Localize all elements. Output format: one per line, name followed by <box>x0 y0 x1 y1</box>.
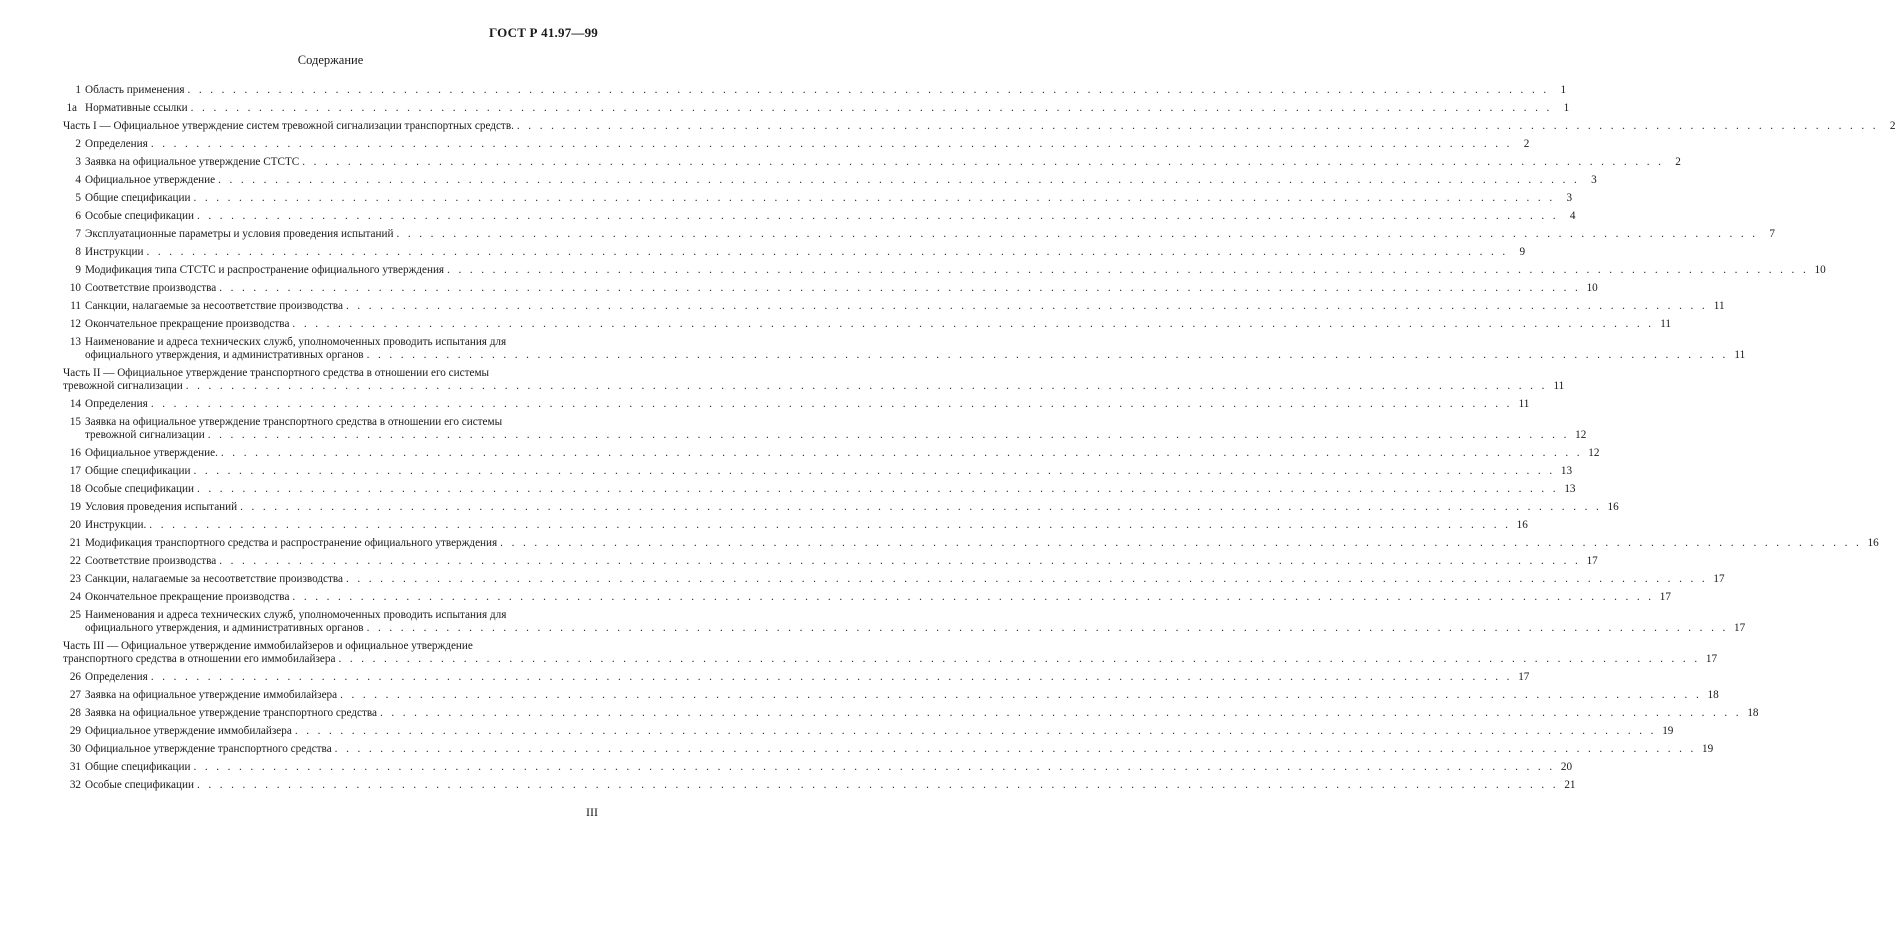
table-of-contents <box>63 84 1895 797</box>
dot-leader: . . . . . . . . . . . . . . . . . . . . . . . . . . . . . . . . . . . . . . . . . . . . . . . . . . . . . . . . . . . . . . . . . . . . . . . . . . . . . . . . . . . . . . . . . . . . . . . . . . . . . . . . . . . . . . . . . . . . . . . . <box>193 465 1556 477</box>
toc-entry-title: официального утверждения, и административных органов <box>85 349 364 361</box>
toc-entry-number: 14 <box>69 398 81 410</box>
toc-entry[interactable] <box>63 228 1775 241</box>
toc-entry[interactable] <box>63 174 1597 187</box>
page-title: Содержание <box>297 53 364 67</box>
dot-leader: . . . . . . . . . . . . . . . . . . . . . . . . . . . . . . . . . . . . . . . . . . . . . . . . . . . . . . . . . . . . . . . . . . . . . . . . . . . . . . . . . . . . . . . . . . . . . . . . . . . . . . . . . . . . . . . . . . . . . . . . <box>366 622 1729 634</box>
toc-entry[interactable] <box>63 210 1576 223</box>
document-code: ГОСТ Р 41.97—99 <box>489 25 598 40</box>
dot-leader: . . . . . . . . . . . . . . . . . . . . . . . . . . . . . . . . . . . . . . . . . . . . . . . . . . . . . . . . . . . . . . . . . . . . . . . . . . . . . . . . . . . . . . . . . . . . . . . . . . . . . . . . . . . . . . . . . . . . . . . . <box>302 156 1664 168</box>
toc-entry-title: Определения <box>85 398 148 410</box>
toc-entry-page: 16 <box>1516 519 1528 531</box>
dot-leader: . . . . . . . . . . . . . . . . . . . . . . . . . . . . . . . . . . . . . . . . . . . . . . . . . . . . . . . . . . . . . . . . . . . . . . . . . . . . . . . . . . . . . . . . . . . . . . . . . . . . . . . . . . . . . . . . . . . . . . . . <box>334 743 1697 755</box>
toc-entry-page: 17 <box>1705 653 1718 665</box>
dot-leader: . . . . . . . . . . . . . . . . . . . . . . . . . . . . . . . . . . . . . . . . . . . . . . . . . . . . . . . . . . . . . . . . . . . . . . . . . . . . . . . . . . . . . . . . . . . . . . . . . . . . . . . . . . . . . . . . . . . . . . . . <box>150 138 1513 150</box>
dot-leader: . . . . . . . . . . . . . . . . . . . . . . . . . . . . . . . . . . . . . . . . . . . . . . . . . . . . . . . . . . . . . . . . . . . . . . . . . . . . . . . . . . . . . . . . . . . . . . . . . . . . . . . . . . . . . . . . . . . . . . . . <box>193 192 1556 204</box>
toc-entry[interactable] <box>63 725 1674 738</box>
toc-entry-number: 27 <box>69 689 81 701</box>
dot-leader: . . . . . . . . . . . . . . . . . . . . . . . . . . . . . . . . . . . . . . . . . . . . . . . . . . . . . . . . . . . . . . . . . . . . . . . . . . . . . . . . . . . . . . . . . . . . . . . . . . . . . . . . . . . . . . . . . . . . . . . . <box>500 537 1862 549</box>
dot-leader: . . . . . . . . . . . . . . . . . . . . . . . . . . . . . . . . . . . . . . . . . . . . . . . . . . . . . . . . . . . . . . . . . . . . . . . . . . . . . . . . . . . . . . . . . . . . . . . . . . . . . . . . . . . . . . . . . . . . . . . . <box>190 102 1553 114</box>
toc-entry-title: Определения <box>85 138 148 150</box>
toc-entry-number: 20 <box>69 519 81 531</box>
toc-entry[interactable] <box>63 282 1598 295</box>
dot-leader: . . . . . . . . . . . . . . . . . . . . . . . . . . . . . . . . . . . . . . . . . . . . . . . . . . . . . . . . . . . . . . . . . . . . . . . . . . . . . . . . . . . . . . . . . . . . . . . . . . . . . . . . . . . . . . . . . . . . . . . . <box>340 689 1702 701</box>
dot-leader: . . . . . . . . . . . . . . . . . . . . . . . . . . . . . . . . . . . . . . . . . . . . . . . . . . . . . . . . . . . . . . . . . . . . . . . . . . . . . . . . . . . . . . . . . . . . . . . . . . . . . . . . . . . . . . . . . . . . . . . . <box>447 264 1809 276</box>
toc-entry-page: 1 <box>1563 102 1570 114</box>
toc-entry[interactable] <box>63 483 1576 496</box>
dot-leader: . . . . . . . . . . . . . . . . . . . . . . . . . . . . . . . . . . . . . . . . . . . . . . . . . . . . . . . . . . . . . . . . . . . . . . . . . . . . . . . . . . . . . . . . . . . . . . . . . . . . . . . . . . . . . . . . . . . . . . . . <box>240 501 1602 513</box>
toc-entry-page: 19 <box>1662 725 1674 737</box>
toc-entry[interactable] <box>63 416 1587 442</box>
toc-entry-number: 1а <box>66 102 77 114</box>
dot-leader: . . . . . . . . . . . . . . . . . . . . . . . . . . . . . . . . . . . . . . . . . . . . . . . . . . . . . . . . . . . . . . . . . . . . . . . . . . . . . . . . . . . . . . . . . . . . . . . . . . . . . . . . . . . . . . . . . . . . . . . . <box>218 174 1580 186</box>
toc-entry-number: 25 <box>69 609 81 621</box>
toc-entry-title: Модификация транспортного средства и распространение официального утверждения <box>85 537 498 549</box>
toc-entry-page: 16 <box>1607 501 1619 513</box>
dot-leader: . . . . . . . . . . . . . . . . . . . . . . . . . . . . . . . . . . . . . . . . . . . . . . . . . . . . . . . . . . . . . . . . . . . . . . . . . . . . . . . . . . . . . . . . . . . . . . . . . . . . . . . . . . . . . . . . . . . . . . . . <box>146 246 1509 258</box>
toc-entry-title: Официальное утверждение транспортного средства <box>85 743 332 755</box>
toc-entry-number: 32 <box>69 779 81 791</box>
toc-entry-number: 4 <box>75 174 81 186</box>
toc-entry-title-line: Часть II — Официальное утверждение транспортного средства в отношении его системы <box>63 367 490 379</box>
dot-leader: . . . . . . . . . . . . . . . . . . . . . . . . . . . . . . . . . . . . . . . . . . . . . . . . . . . . . . . . . . . . . . . . . . . . . . . . . . . . . . . . . . . . . . . . . . . . . . . . . . . . . . . . . . . . . . . . . . . . . . . . <box>292 318 1654 330</box>
toc-entry-page: 17 <box>1659 591 1671 603</box>
toc-entry[interactable] <box>63 84 1567 97</box>
toc-entry-title-line: Часть III — Официальное утверждение иммобилайзеров и официальное утверждение <box>63 640 473 652</box>
toc-entry-title: Официальное утверждение <box>85 174 216 186</box>
dot-leader: . . . . . . . . . . . . . . . . . . . . . . . . . . . . . . . . . . . . . . . . . . . . . . . . . . . . . . . . . . . . . . . . . . . . . . . . . . . . . . . . . . . . . . . . . . . . . . . . . . . . . . . . . . . . . . . . . . . . . . . . <box>219 555 1581 567</box>
toc-entry-page: 2 <box>1675 156 1681 168</box>
toc-entry[interactable] <box>63 192 1573 205</box>
dot-leader: . . . . . . . . . . . . . . . . . . . . . . . . . . . . . . . . . . . . . . . . . . . . . . . . . . . . . . . . . . . . . . . . . . . . . . . . . . . . . . . . . . . . . . . . . . . . . . . . . . . . . . . . . . . . . . . . . . . . . . . . <box>193 761 1556 773</box>
toc-entry[interactable] <box>63 318 1671 331</box>
dot-leader: . . . . . . . . . . . . . . . . . . . . . . . . . . . . . . . . . . . . . . . . . . . . . . . . . . . . . . . . . . . . . . . . . . . . . . . . . . . . . . . . . . . . . . . . . . . . . . . . . . . . . . . . . . . . . . . . . . . . . . . . <box>185 380 1548 392</box>
dot-leader: . . . . . . . . . . . . . . . . . . . . . . . . . . . . . . . . . . . . . . . . . . . . . . . . . . . . . . . . . . . . . . . . . . . . . . . . . . . . . . . . . . . . . . . . . . . . . . . . . . . . . . . . . . . . . . . . . . . . . . . . <box>149 519 1511 531</box>
toc-entry-page: 13 <box>1560 465 1573 477</box>
dot-leader: . . . . . . . . . . . . . . . . . . . . . . . . . . . . . . . . . . . . . . . . . . . . . . . . . . . . . . . . . . . . . . . . . . . . . . . . . . . . . . . . . . . . . . . . . . . . . . . . . . . . . . . . . . . . . . . . . . . . . . . . <box>379 707 1742 719</box>
toc-entry-title: Инструкции <box>85 246 144 258</box>
toc-entry-title: Общие спецификации <box>85 761 191 773</box>
toc-entry-number: 7 <box>75 228 81 240</box>
toc-entry-number: 10 <box>69 282 81 294</box>
toc-entry-page: 3 <box>1566 192 1573 204</box>
toc-entry[interactable] <box>63 671 1530 684</box>
dot-leader: . . . . . . . . . . . . . . . . . . . . . . . . . . . . . . . . . . . . . . . . . . . . . . . . . . . . . . . . . . . . . . . . . . . . . . . . . . . . . . . . . . . . . . . . . . . . . . . . . . . . . . . . . . . . . . . . . . . . . . . . <box>294 725 1657 737</box>
toc-entry[interactable] <box>63 761 1573 774</box>
toc-entry[interactable] <box>63 689 1719 702</box>
toc-entry-number: 15 <box>69 416 81 428</box>
toc-entry-title: Санкции, налагаемые за несоответствие производства <box>85 573 343 585</box>
toc-entry-number: 9 <box>75 264 81 276</box>
toc-entry-page: 11 <box>1518 398 1530 410</box>
dot-leader: . . . . . . . . . . . . . . . . . . . . . . . . . . . . . . . . . . . . . . . . . . . . . . . . . . . . . . . . . . . . . . . . . . . . . . . . . . . . . . . . . . . . . . . . . . . . . . . . . . . . . . . . . . . . . . . . . . . . . . . . <box>346 573 1708 585</box>
toc-entry-number: 11 <box>70 300 81 312</box>
toc-entry-title: Официальное утверждение. <box>85 447 218 459</box>
toc-entry-page: 9 <box>1519 246 1526 258</box>
toc-entry[interactable] <box>63 501 1619 514</box>
toc-entry-title: Нормативные ссылки <box>85 102 188 114</box>
toc-entry-number: 2 <box>75 138 81 150</box>
toc-entry-number: 13 <box>69 336 81 348</box>
toc-entry-title-line: Наименование и адреса технических служб, уполномоченных проводить испытания для <box>85 336 507 348</box>
toc-entry-page: 3 <box>1591 174 1597 186</box>
toc-entry-title: Часть I — Официальное утверждение систем тревожной сигнализации транспортных средств. <box>63 120 514 132</box>
toc-entry-title: транспортного средства в отношении его иммобилайзера <box>63 653 336 665</box>
toc-entry[interactable] <box>63 743 1714 756</box>
toc-entry-number: 26 <box>69 671 81 683</box>
dot-leader: . . . . . . . . . . . . . . . . . . . . . . . . . . . . . . . . . . . . . . . . . . . . . . . . . . . . . . . . . . . . . . . . . . . . . . . . . . . . . . . . . . . . . . . . . . . . . . . . . . . . . . . . . . . . . . . . . . . . . . . . <box>150 671 1513 683</box>
toc-entry-page: 11 <box>1660 318 1671 330</box>
toc-entry-title: Условия проведения испытаний <box>85 501 238 513</box>
toc-entry-page: 18 <box>1707 689 1719 701</box>
toc-entry-number: 12 <box>69 318 81 330</box>
toc-entry-page: 10 <box>1586 282 1598 294</box>
toc-entry-page: 17 <box>1733 622 1746 634</box>
dot-leader: . . . . . . . . . . . . . . . . . . . . . . . . . . . . . . . . . . . . . . . . . . . . . . . . . . . . . . . . . . . . . . . . . . . . . . . . . . . . . . . . . . . . . . . . . . . . . . . . . . . . . . . . . . . . . . . . . . . . . . . . <box>150 398 1513 410</box>
toc-entry-title: Особые спецификации <box>85 779 194 791</box>
toc-entry[interactable] <box>63 246 1526 259</box>
toc-entry[interactable] <box>63 264 1826 277</box>
toc-entry[interactable] <box>63 138 1530 151</box>
toc-entry-title: Окончательное прекращение производства <box>85 591 290 603</box>
dot-leader: . . . . . . . . . . . . . . . . . . . . . . . . . . . . . . . . . . . . . . . . . . . . . . . . . . . . . . . . . . . . . . . . . . . . . . . . . . . . . . . . . . . . . . . . . . . . . . . . . . . . . . . . . . . . . . . . . . . . . . . . <box>207 429 1570 441</box>
toc-entry-title: Общие спецификации <box>85 192 191 204</box>
toc-entry[interactable] <box>63 779 1576 792</box>
toc-entry[interactable] <box>63 537 1879 550</box>
toc-entry-number: 16 <box>69 447 81 459</box>
toc-entry-title: Заявка на официальное утверждение иммобилайзера <box>85 689 338 701</box>
toc-entry-page: 2 <box>1889 120 1895 132</box>
toc-entry-title: Официальное утверждение иммобилайзера <box>85 725 292 737</box>
toc-entry-title: Особые спецификации <box>85 483 194 495</box>
dot-leader: . . . . . . . . . . . . . . . . . . . . . . . . . . . . . . . . . . . . . . . . . . . . . . . . . . . . . . . . . . . . . . . . . . . . . . . . . . . . . . . . . . . . . . . . . . . . . . . . . . . . . . . . . . . . . . . . . . . . . . . . <box>187 84 1550 96</box>
dot-leader: . . . . . . . . . . . . . . . . . . . . . . . . . . . . . . . . . . . . . . . . . . . . . . . . . . . . . . . . . . . . . . . . . . . . . . . . . . . . . . . . . . . . . . . . . . . . . . . . . . . . . . . . . . . . . . . . . . . . . . . . <box>220 447 1583 459</box>
toc-entry[interactable] <box>63 398 1530 411</box>
toc-part-entry[interactable] <box>63 640 1718 666</box>
toc-part-entry[interactable] <box>63 367 1565 393</box>
toc-entry-page: 17 <box>1713 573 1725 585</box>
dot-leader: . . . . . . . . . . . . . . . . . . . . . . . . . . . . . . . . . . . . . . . . . . . . . . . . . . . . . . . . . . . . . . . . . . . . . . . . . . . . . . . . . . . . . . . . . . . . . . . . . . . . . . . . . . . . . . . . . . . . . . . . <box>196 483 1559 495</box>
toc-entry[interactable] <box>63 300 1725 313</box>
toc-entry[interactable] <box>63 156 1681 169</box>
toc-entry-page: 4 <box>1569 210 1576 222</box>
toc-entry[interactable] <box>63 707 1759 720</box>
toc-entry-page: 11 <box>1734 349 1746 361</box>
toc-entry[interactable] <box>63 609 1746 635</box>
toc-entry-title: Окончательное прекращение производства <box>85 318 290 330</box>
toc-entry-title: Заявка на официальное утверждение транспортного средства <box>85 707 377 719</box>
toc-entry-page: 12 <box>1575 429 1587 441</box>
toc-entry-number: 30 <box>69 743 81 755</box>
toc-entry-title: Соответствие производства <box>85 282 217 294</box>
toc-entry[interactable] <box>63 555 1598 568</box>
toc-entry-page: 16 <box>1867 537 1879 549</box>
toc-entry-title: Особые спецификации <box>85 210 194 222</box>
toc-entry-page: 20 <box>1560 761 1573 773</box>
toc-entry-page: 21 <box>1564 779 1576 791</box>
toc-entry-number: 21 <box>69 537 81 549</box>
toc-entry-page: 7 <box>1769 228 1775 240</box>
toc-entry[interactable] <box>63 573 1725 586</box>
toc-entry[interactable] <box>63 519 1528 532</box>
dot-leader: . . . . . . . . . . . . . . . . . . . . . . . . . . . . . . . . . . . . . . . . . . . . . . . . . . . . . . . . . . . . . . . . . . . . . . . . . . . . . . . . . . . . . . . . . . . . . . . . . . . . . . . . . . . . . . . . . . . . . . . . <box>292 591 1654 603</box>
toc-entry-page: 19 <box>1702 743 1714 755</box>
toc-entry-title: официального утверждения, и административных органов <box>85 622 364 634</box>
dot-leader: . . . . . . . . . . . . . . . . . . . . . . . . . . . . . . . . . . . . . . . . . . . . . . . . . . . . . . . . . . . . . . . . . . . . . . . . . . . . . . . . . . . . . . . . . . . . . . . . . . . . . . . . . . . . . . . . . . . . . . . . <box>516 120 1879 132</box>
dot-leader: . . . . . . . . . . . . . . . . . . . . . . . . . . . . . . . . . . . . . . . . . . . . . . . . . . . . . . . . . . . . . . . . . . . . . . . . . . . . . . . . . . . . . . . . . . . . . . . . . . . . . . . . . . . . . . . . . . . . . . . . <box>219 282 1581 294</box>
toc-entry[interactable] <box>63 591 1671 604</box>
toc-entry-title: тревожной сигнализации <box>85 429 205 441</box>
toc-entry-page: 17 <box>1518 671 1530 683</box>
toc-entry-number: 24 <box>69 591 81 603</box>
toc-entry-number: 6 <box>75 210 81 222</box>
dot-leader: . . . . . . . . . . . . . . . . . . . . . . . . . . . . . . . . . . . . . . . . . . . . . . . . . . . . . . . . . . . . . . . . . . . . . . . . . . . . . . . . . . . . . . . . . . . . . . . . . . . . . . . . . . . . . . . . . . . . . . . . <box>396 228 1758 240</box>
toc-entry-title: Модификация типа СТСТС и распространение официального утверждения <box>85 264 445 276</box>
toc-entry-number: 18 <box>69 483 81 495</box>
toc-entry-title: Санкции, налагаемые за несоответствие производства <box>85 300 343 312</box>
toc-entry-number: 22 <box>69 555 81 567</box>
toc-entry-title-line: Наименования и адреса технических служб, уполномоченных проводить испытания для <box>85 609 507 621</box>
toc-entry-page: 17 <box>1586 555 1598 567</box>
toc-entry-title: Область применения <box>85 84 185 96</box>
toc-entry-page: 2 <box>1523 138 1530 150</box>
dot-leader: . . . . . . . . . . . . . . . . . . . . . . . . . . . . . . . . . . . . . . . . . . . . . . . . . . . . . . . . . . . . . . . . . . . . . . . . . . . . . . . . . . . . . . . . . . . . . . . . . . . . . . . . . . . . . . . . . . . . . . . . <box>196 779 1559 791</box>
toc-entry[interactable] <box>63 336 1746 362</box>
dot-leader: . . . . . . . . . . . . . . . . . . . . . . . . . . . . . . . . . . . . . . . . . . . . . . . . . . . . . . . . . . . . . . . . . . . . . . . . . . . . . . . . . . . . . . . . . . . . . . . . . . . . . . . . . . . . . . . . . . . . . . . . <box>338 653 1701 665</box>
toc-entry-page: 12 <box>1588 447 1600 459</box>
toc-entry-number: 8 <box>75 246 81 258</box>
toc-entry-title: Эксплуатационные параметры и условия проведения испытаний <box>85 228 394 240</box>
toc-entry-title: Общие спецификации <box>85 465 191 477</box>
toc-entry[interactable] <box>63 465 1573 478</box>
toc-entry-number: 1 <box>75 84 81 96</box>
toc-entry-page: 1 <box>1560 84 1567 96</box>
toc-entry-number: 19 <box>69 501 81 513</box>
toc-entry[interactable] <box>63 102 1570 115</box>
toc-entry-title: Соответствие производства <box>85 555 217 567</box>
toc-entry-page: 11 <box>1713 300 1725 312</box>
toc-entry-title: Определения <box>85 671 148 683</box>
toc-entry-title-line: Заявка на официальное утверждение транспортного средства в отношении его системы <box>85 416 503 428</box>
toc-entry-page: 13 <box>1564 483 1576 495</box>
toc-entry-title: Инструкции. <box>85 519 147 531</box>
dot-leader: . . . . . . . . . . . . . . . . . . . . . . . . . . . . . . . . . . . . . . . . . . . . . . . . . . . . . . . . . . . . . . . . . . . . . . . . . . . . . . . . . . . . . . . . . . . . . . . . . . . . . . . . . . . . . . . . . . . . . . . . <box>346 300 1708 312</box>
toc-entry-number: 5 <box>75 192 81 204</box>
toc-entry-page: 10 <box>1814 264 1826 276</box>
toc-entry[interactable] <box>63 447 1600 460</box>
toc-entry-title: Заявка на официальное утверждение СТСТС <box>85 156 300 168</box>
toc-entry-page: 18 <box>1747 707 1759 719</box>
dot-leader: . . . . . . . . . . . . . . . . . . . . . . . . . . . . . . . . . . . . . . . . . . . . . . . . . . . . . . . . . . . . . . . . . . . . . . . . . . . . . . . . . . . . . . . . . . . . . . . . . . . . . . . . . . . . . . . . . . . . . . . . <box>196 210 1559 222</box>
toc-entry-number: 3 <box>75 156 81 168</box>
toc-entry-page: 11 <box>1553 380 1565 392</box>
toc-entry-number: 23 <box>69 573 81 585</box>
toc-entry-number: 29 <box>69 725 81 737</box>
toc-entry-number: 31 <box>69 761 81 773</box>
dot-leader: . . . . . . . . . . . . . . . . . . . . . . . . . . . . . . . . . . . . . . . . . . . . . . . . . . . . . . . . . . . . . . . . . . . . . . . . . . . . . . . . . . . . . . . . . . . . . . . . . . . . . . . . . . . . . . . . . . . . . . . . <box>366 349 1729 361</box>
toc-part-entry[interactable] <box>63 120 1895 133</box>
page-number: III <box>586 805 598 819</box>
toc-entry-number: 17 <box>69 465 81 477</box>
toc-entry-title: тревожной сигнализации <box>63 380 183 392</box>
toc-entry-number: 28 <box>69 707 81 719</box>
